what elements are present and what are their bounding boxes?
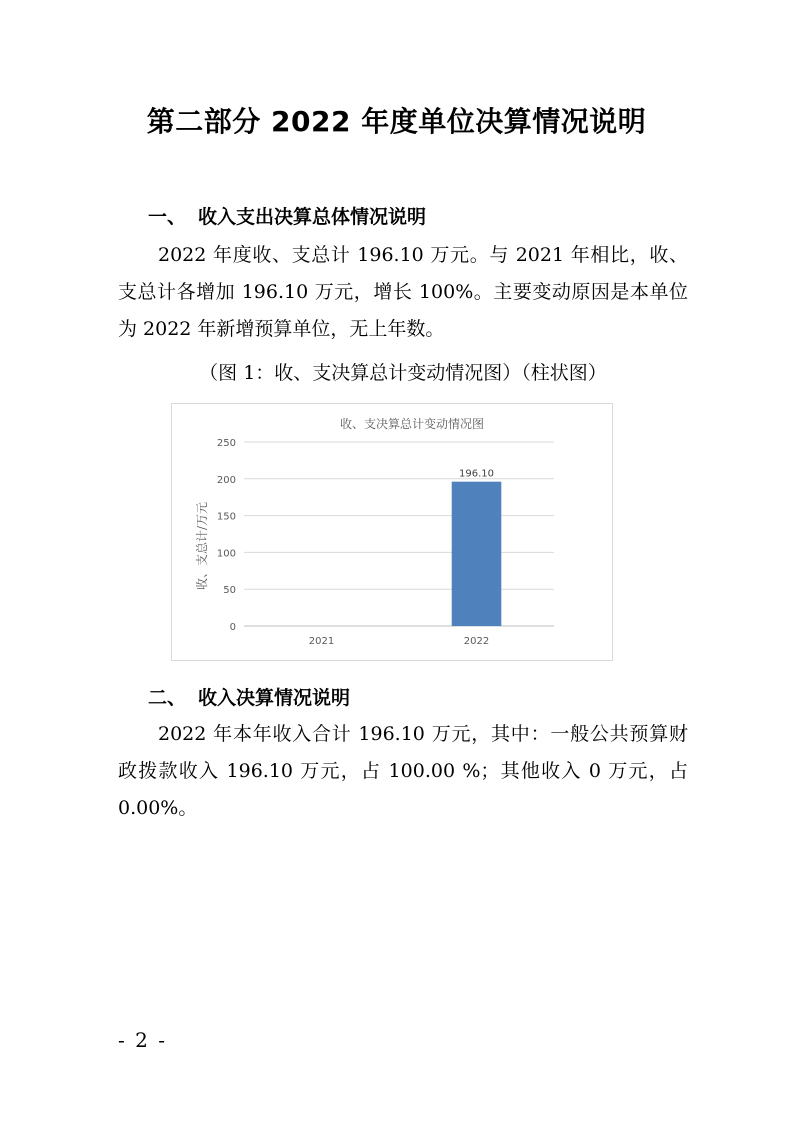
chart-y-axis-label: 收、支总计/万元 (195, 501, 209, 591)
chart-gridlines (244, 442, 554, 626)
chart-title: 收、支决算总计变动情况图 (339, 417, 485, 431)
data-label-2022: 196.10 (459, 468, 494, 480)
y-tick-label: 50 (223, 585, 236, 597)
x-tick-label: 2021 (308, 636, 335, 647)
y-tick-label: 200 (216, 474, 236, 486)
figure-caption: （图 1：收、支决算总计变动情况图）（柱状图） (199, 362, 607, 384)
page-number: - 2 - (118, 1028, 167, 1052)
bar-2022 (452, 482, 502, 626)
bar-chart (171, 403, 613, 661)
bar-chart-svg (172, 404, 612, 660)
y-tick-label: 150 (216, 511, 236, 523)
page-title: 第二部分 2022 年度单位决算情况说明 (146, 105, 647, 138)
chart-bars (452, 469, 502, 626)
section-2-number: 二、 (148, 687, 187, 709)
section-1-heading-text: 收入支出决算总体情况说明 (198, 206, 427, 228)
section-2-heading (148, 683, 350, 710)
section-1-number: 一、 (148, 206, 187, 228)
y-tick-label: 0 (229, 622, 236, 633)
section-1-heading (148, 202, 426, 229)
chart-x-tick-labels (309, 636, 489, 647)
section-2-heading-text: 收入决算情况说明 (198, 687, 351, 709)
y-tick-label: 100 (216, 548, 236, 560)
x-tick-label: 2022 (463, 636, 490, 647)
y-tick-label: 250 (216, 438, 236, 449)
section-2-paragraph: 2022 年本年收入合计 196.10 万元，其中：一般公共预算财政拨款收入 196.10 万元，占 100.00 %；其他收入 0 万元，占 0.00%。 (118, 723, 688, 819)
chart-y-tick-labels (217, 438, 236, 633)
section-1-paragraph: 2022 年度收、支总计 196.10 万元。与 2021 年相比，收、支总计各增加 196.10 万元，增长 100%。主要变动原因是本单位为 2022 年新增预算单位，无上年数。 (118, 244, 688, 340)
